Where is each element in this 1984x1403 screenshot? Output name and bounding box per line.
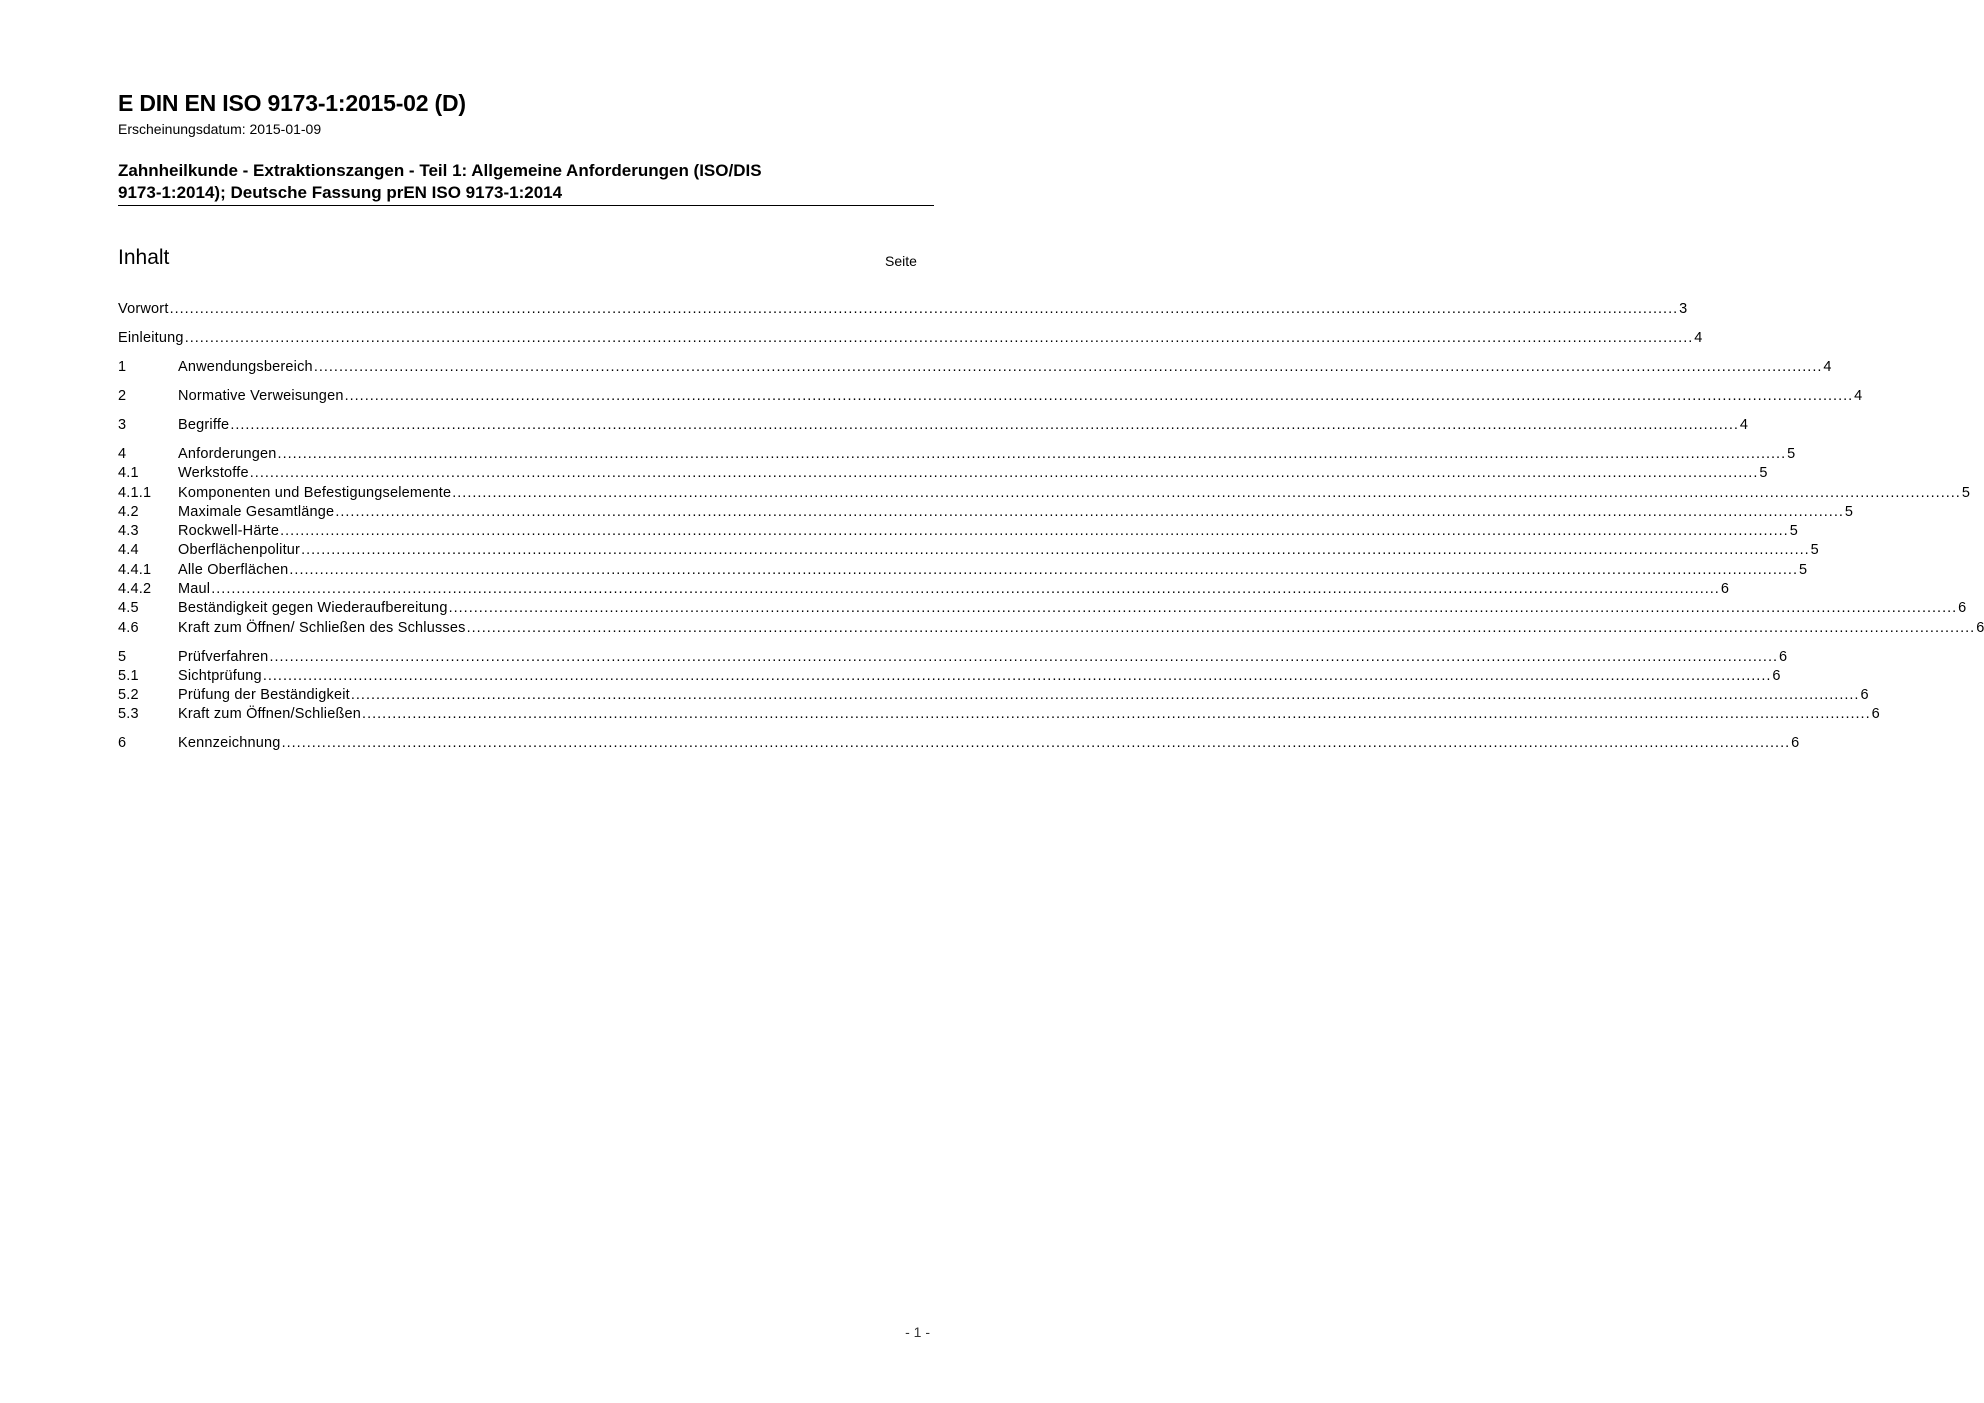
toc-entry[interactable] xyxy=(118,667,1781,686)
toc-entry-page: 6 xyxy=(1779,648,1788,665)
toc-entry-number: 1 xyxy=(118,358,127,375)
toc-entry-page: 6 xyxy=(1958,600,1967,617)
toc-entry-label: Anwendungsbereich xyxy=(178,358,313,375)
toc-entry-page: 5 xyxy=(1961,484,1971,501)
toc-entry[interactable] xyxy=(118,503,1854,522)
toc-entry[interactable] xyxy=(118,734,1800,753)
toc-entry-page: 6 xyxy=(1871,706,1880,723)
toc-leader-dots: ............................................................................................................................................................................................................................................................................................................ xyxy=(452,484,1961,501)
toc-entry[interactable] xyxy=(118,387,1863,406)
toc-entry-page: 5 xyxy=(1787,445,1796,462)
toc-entry-label: Begriffe xyxy=(178,416,230,433)
toc-leader-dots: ............................................................................................................................................................................................................................................................................................................ xyxy=(301,542,1810,559)
toc-leader-dots: ............................................................................................................................................................................................................................................................................................................ xyxy=(350,687,1860,704)
toc-leader-dots: ............................................................................................................................................................................................................................................................................................................ xyxy=(249,465,1759,482)
toc-leader-dots: ............................................................................................................................................................................................................................................................................................................ xyxy=(277,445,1787,462)
toc-heading: Inhalt xyxy=(118,246,170,269)
publication-date: Erscheinungsdatum: 2015-01-09 xyxy=(118,121,322,137)
toc-entry[interactable] xyxy=(118,484,1971,503)
toc-entry-label: Komponenten und Befestigungselemente xyxy=(178,484,452,501)
toc-entry[interactable] xyxy=(118,561,1808,580)
toc-entry-page: 5 xyxy=(1798,561,1808,578)
toc-entry[interactable] xyxy=(118,580,1730,599)
document-id: E DIN EN ISO 9173-1:2015-02 (D) xyxy=(118,90,466,116)
page-number: - 1 - xyxy=(905,1324,930,1340)
toc-entry[interactable] xyxy=(118,329,1703,348)
toc-entry-page: 4 xyxy=(1694,329,1703,346)
toc-entry-number: 6 xyxy=(118,735,127,752)
toc-leader-dots: ............................................................................................................................................................................................................................................................................................................ xyxy=(289,561,1798,578)
toc-entry-page: 3 xyxy=(1679,301,1688,317)
toc-entry-page: 5 xyxy=(1844,503,1854,520)
toc-leader-dots: ............................................................................................................................................................................................................................................................................................................ xyxy=(281,735,1791,752)
toc-entry-label: Kennzeichnung xyxy=(178,735,281,752)
toc-entry-label: Prüfverfahren xyxy=(178,648,269,665)
toc-entry-number: 4.6 xyxy=(118,619,139,636)
toc-entry-number: 4.4 xyxy=(118,542,139,559)
toc-entry[interactable] xyxy=(118,648,1788,667)
toc-entry[interactable] xyxy=(118,300,1688,319)
toc-entry-number: 4.1 xyxy=(118,465,139,482)
toc-entry-label: Normative Verweisungen xyxy=(178,387,344,404)
toc-entry[interactable] xyxy=(118,416,1749,435)
toc-entry-number: 4.4.2 xyxy=(118,581,152,597)
toc-entry[interactable] xyxy=(118,464,1768,483)
toc-entry-number: 4.2 xyxy=(118,503,139,520)
toc-entry-label: Kraft zum Öffnen/ Schließen des Schlusses xyxy=(178,619,466,636)
toc-leader-dots: ............................................................................................................................................................................................................................................................................................................ xyxy=(344,387,1854,404)
toc-entry-label: Anforderungen xyxy=(178,445,277,462)
toc-entry-label: Kraft zum Öffnen/Schließen xyxy=(178,706,362,723)
toc-entry[interactable] xyxy=(118,358,1832,377)
toc-leader-dots: ............................................................................................................................................................................................................................................................................................................ xyxy=(211,581,1720,597)
toc-entry-label: Alle Oberflächen xyxy=(178,561,289,578)
toc-entry-page: 5 xyxy=(1810,542,1819,559)
toc-entry[interactable] xyxy=(118,599,1967,618)
toc-entry-page: 6 xyxy=(1791,735,1800,752)
toc-leader-dots: ............................................................................................................................................................................................................................................................................................................ xyxy=(362,706,1871,723)
toc-entry-page: 6 xyxy=(1860,687,1869,704)
toc-entry[interactable] xyxy=(118,541,1819,560)
document-title-line-2: 9173-1:2014); Deutsche Fassung prEN ISO 9173-1:2014 xyxy=(118,183,563,202)
toc-entry-label: Maximale Gesamtlänge xyxy=(178,503,335,520)
toc-leader-dots: ............................................................................................................................................................................................................................................................................................................ xyxy=(280,523,1789,540)
toc-leader-dots: ............................................................................................................................................................................................................................................................................................................ xyxy=(269,648,1779,665)
table-of-contents xyxy=(118,300,1984,754)
toc-leader-dots: ............................................................................................................................................................................................................................................................................................................ xyxy=(335,503,1844,520)
toc-entry[interactable] xyxy=(118,445,1796,464)
document-title xyxy=(118,160,918,204)
toc-entry[interactable] xyxy=(118,619,1984,638)
toc-entry-label: Werkstoffe xyxy=(178,465,249,482)
toc-leader-dots: ............................................................................................................................................................................................................................................................................................................ xyxy=(184,329,1694,346)
toc-leader-dots: ............................................................................................................................................................................................................................................................................................................ xyxy=(448,600,1958,617)
toc-entry-page: 5 xyxy=(1759,465,1768,482)
toc-entry[interactable] xyxy=(118,686,1869,705)
toc-leader-dots: ............................................................................................................................................................................................................................................................................................................ xyxy=(230,416,1739,433)
toc-leader-dots: ............................................................................................................................................................................................................................................................................................................ xyxy=(466,619,1976,636)
document-title-line-1: Zahnheilkunde - Extraktionszangen - Teil 1: Allgemeine Anforderungen (ISO/DIS xyxy=(118,161,762,180)
toc-entry-number: 4.5 xyxy=(118,600,139,617)
toc-entry-page: 4 xyxy=(1854,387,1863,404)
toc-entry-number: 4.4.1 xyxy=(118,561,152,578)
toc-entry-number: 4 xyxy=(118,445,127,462)
toc-entry-number: 4.3 xyxy=(118,523,139,540)
toc-entry-number: 5.2 xyxy=(118,687,139,704)
toc-entry-label: Rockwell-Härte xyxy=(178,523,280,540)
page-column-label: Seite xyxy=(885,253,917,269)
toc-entry-label: Beständigkeit gegen Wiederaufbereitung xyxy=(178,600,448,617)
toc-entry-number: 5 xyxy=(118,648,127,665)
toc-entry-label: Sichtprüfung xyxy=(178,667,262,684)
title-divider xyxy=(118,205,934,206)
toc-entry-page: 6 xyxy=(1772,667,1781,684)
toc-entry-page: 6 xyxy=(1720,581,1730,597)
toc-leader-dots: ............................................................................................................................................................................................................................................................................................................ xyxy=(169,301,1679,317)
toc-entry-page: 6 xyxy=(1976,619,1984,636)
toc-entry-label: Einleitung xyxy=(118,329,184,346)
toc-entry-page: 4 xyxy=(1823,358,1832,375)
toc-entry-number: 3 xyxy=(118,416,127,433)
toc-entry-number: 5.1 xyxy=(118,667,139,684)
toc-leader-dots: ............................................................................................................................................................................................................................................................................................................ xyxy=(313,358,1823,375)
toc-entry-label: Maul xyxy=(178,581,211,597)
toc-entry-page: 5 xyxy=(1789,523,1798,540)
toc-entry-label: Oberflächenpolitur xyxy=(178,542,301,559)
toc-entry-label: Prüfung der Beständigkeit xyxy=(178,687,350,704)
toc-entry-label: Vorwort xyxy=(118,301,169,317)
toc-entry[interactable] xyxy=(118,522,1798,541)
toc-entry[interactable] xyxy=(118,705,1880,724)
toc-entry-number: 5.3 xyxy=(118,706,139,723)
toc-entry-number: 2 xyxy=(118,387,127,404)
toc-leader-dots: ............................................................................................................................................................................................................................................................................................................ xyxy=(262,667,1772,684)
toc-entry-number: 4.1.1 xyxy=(118,484,152,501)
toc-entry-page: 4 xyxy=(1739,416,1749,433)
